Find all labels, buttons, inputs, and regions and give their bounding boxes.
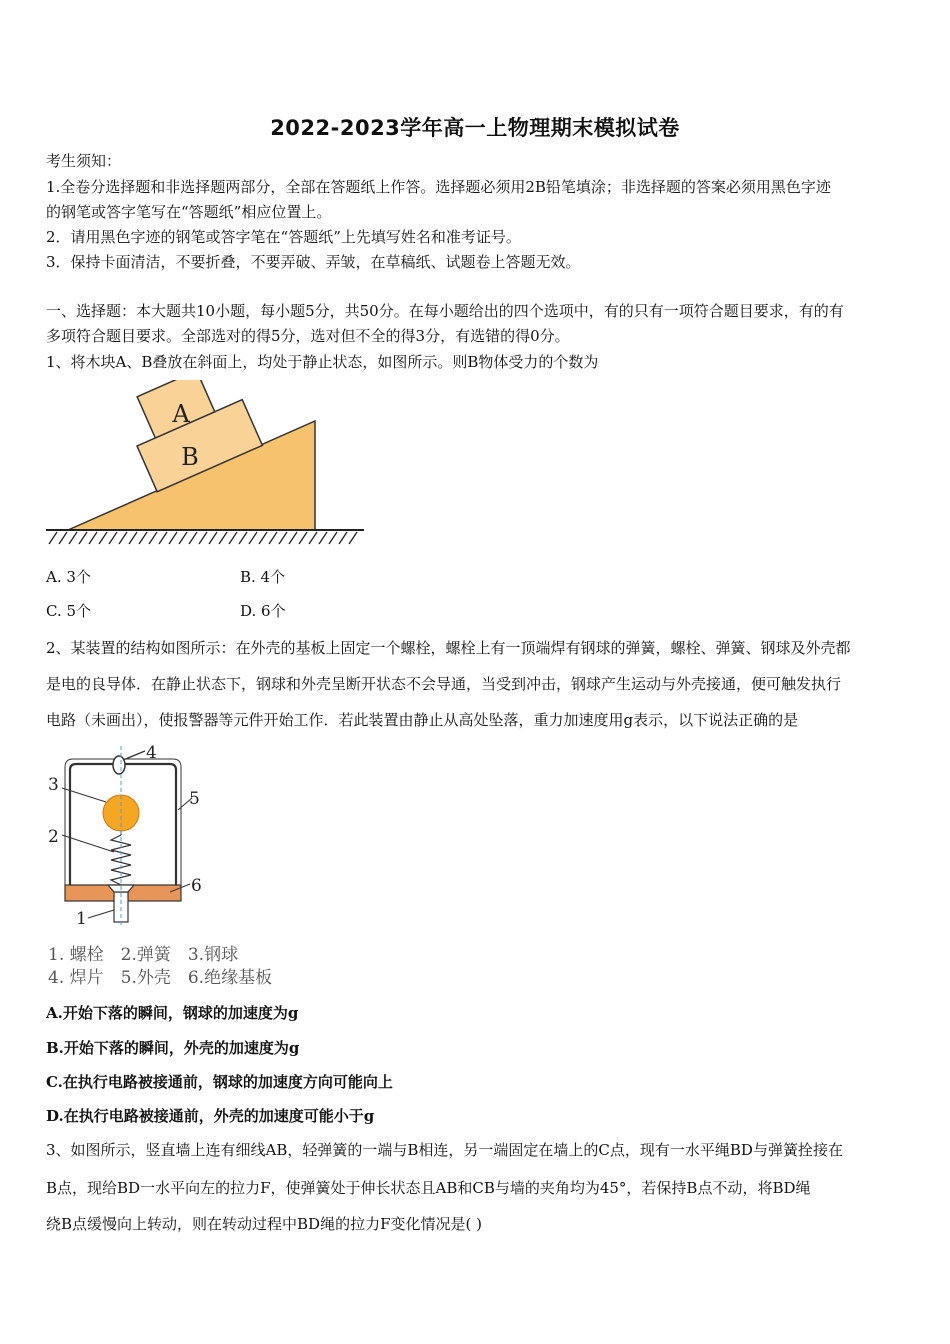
question-3-stem-line-3: 绕B点缓慢向上转动，则在转动过程中BD绳的拉力F变化情况是( ) <box>46 1215 482 1233</box>
question-1-stem: 1、将木块A、B叠放在斜面上，均处于静止状态，如图所示。则B物体受力的个数为 <box>46 353 599 371</box>
question-2-stem-line-1: 2、某装置的结构如图所示：在外壳的基板上固定一个螺栓，螺栓上有一顶端焊有钢球的弹簧，螺栓、弹簧、钢球及外壳都 <box>46 639 851 657</box>
question-3-stem-line-1: 3、如图所示，竖直墙上连有细线AB，轻弹簧的一端与B相连，另一端固定在墙上的C点，现有一水平绳BD与弹簧拴接在 <box>46 1141 843 1159</box>
section-1-intro-line-2: 多项符合题目要求。全部选对的得5分，选对但不全的得3分，有选错的得0分。 <box>46 327 570 345</box>
notice-heading: 考生须知： <box>46 152 122 170</box>
question-2-stem-line-3: 电路（未画出），使报警器等元件开始工作．若此装置由静止从高处坠落，重力加速度用g表示，以下说法正确的是 <box>46 711 799 729</box>
q1-option-a: A. 3个 <box>46 568 91 586</box>
label-6: 6 <box>191 876 202 896</box>
notice-item-2: 2．请用黑色字迹的钢笔或答字笔在“答题纸”上先填写姓名和准考证号。 <box>46 228 521 246</box>
q1-option-d: D. 6个 <box>240 602 286 620</box>
q2-option-d: D.在执行电路被接通前，外壳的加速度可能小于g <box>46 1107 375 1125</box>
notice-item-1-line-1: 1.全卷分选择题和非选择题两部分，全部在答题纸上作答。选择题必须用2B铅笔填涂；非选择题的答案必须用黑色字迹 <box>46 178 831 196</box>
question-3-stem-line-2: B点，现给BD一水平向左的拉力F，使弹簧处于伸长状态且AB和CB与墙的夹角均为45°，若保持B点不动，将BD绳 <box>46 1179 811 1197</box>
q2-option-c: C.在执行电路被接通前，钢球的加速度方向可能向上 <box>46 1073 393 1091</box>
label-3: 3 <box>48 775 59 795</box>
notice-item-1-line-2: 的钢笔或答字笔写在“答题纸”相应位置上。 <box>46 203 332 221</box>
leader-3 <box>62 788 106 802</box>
label-2: 2 <box>48 827 59 847</box>
exam-title: 2022-2023学年高一上物理期末模拟试卷 <box>270 116 680 140</box>
label-5: 5 <box>189 789 200 809</box>
leader-1 <box>88 910 114 918</box>
notice-item-3: 3．保持卡面清洁，不要折叠，不要弄破、弄皱，在草稿纸、试题卷上答题无效。 <box>46 253 581 271</box>
label-4: 4 <box>146 743 157 763</box>
q1-option-c: C. 5个 <box>46 602 92 620</box>
question-1-figure <box>44 380 369 550</box>
solder-tab <box>113 756 125 774</box>
block-a-label: A <box>172 400 190 428</box>
label-1: 1 <box>76 909 87 929</box>
question-2-stem-line-2: 是电的良导体．在静止状态下，钢球和外壳呈断开状态不会导通，当受到冲击，钢球产生运动与外壳接通，便可触发执行 <box>46 675 842 693</box>
legend-row-1: 1. 螺栓 2.弹簧 3.钢球 <box>48 945 239 965</box>
ground-hatching <box>49 532 357 544</box>
q2-option-b: B.开始下落的瞬间，外壳的加速度为g <box>46 1039 300 1057</box>
q1-option-b: B. 4个 <box>240 568 286 586</box>
question-2-figure <box>40 740 290 1000</box>
section-1-intro-line-1: 一、选择题：本大题共10小题，每小题5分，共50分。在每小题给出的四个选项中，有的只有一项符合题目要求，有的有 <box>46 302 844 320</box>
legend-row-2: 4. 焊片 5.外壳 6.绝缘基板 <box>48 968 273 988</box>
block-b-label: B <box>181 443 199 471</box>
q2-option-a: A.开始下落的瞬间，钢球的加速度为g <box>46 1004 299 1022</box>
